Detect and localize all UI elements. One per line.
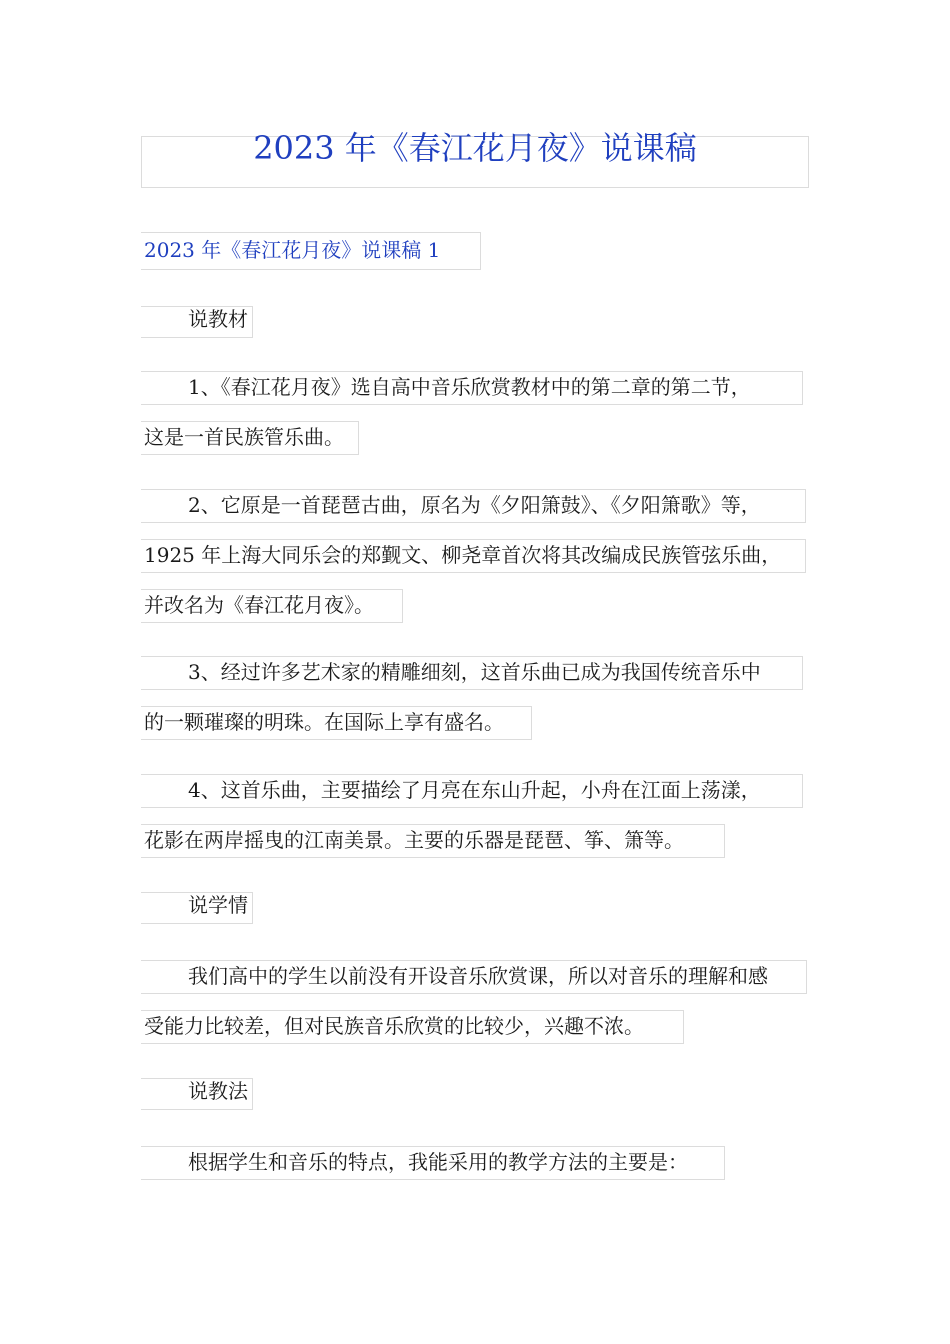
paragraph-line: 这是一首民族管乐曲。 [144,425,344,449]
paragraph-line: 2、它原是一首琵琶古曲，原名为《夕阳箫鼓》、《夕阳箫歌》等， [188,493,761,517]
heading-student-analysis: 说学情 [188,893,248,917]
paragraph-line: 并改名为《春江花月夜》。 [144,593,374,617]
paragraph-line: 1、《春江花月夜》选自高中音乐欣赏教材中的第二章的第二节， [188,375,751,399]
paragraph-line: 花影在两岸摇曳的江南美景。主要的乐器是琵琶、筝、箫等。 [144,828,684,852]
paragraph-line: 3、经过许多艺术家的精雕细刻，这首乐曲已成为我国传统音乐中 [188,660,761,684]
heading-teaching-material: 说教材 [188,307,248,331]
document-title: 2023 年《春江花月夜》说课稿 [253,129,697,167]
paragraph-line: 4、这首乐曲，主要描绘了月亮在东山升起，小舟在江面上荡漾， [188,778,761,802]
paragraph-line: 受能力比较差，但对民族音乐欣赏的比较少，兴趣不浓。 [144,1014,644,1038]
paragraph-line: 1925 年上海大同乐会的郑觐文、柳尧章首次将其改编成民族管弦乐曲， [144,543,782,567]
paragraph-line: 根据学生和音乐的特点，我能采用的教学方法的主要是： [188,1150,688,1174]
paragraph-line: 我们高中的学生以前没有开设音乐欣赏课，所以对音乐的理解和感 [188,964,768,988]
heading-teaching-method: 说教法 [188,1079,248,1103]
paragraph-line: 的一颗璀璨的明珠。在国际上享有盛名。 [144,710,504,734]
section-heading: 2023 年《春江花月夜》说课稿 1 [144,238,441,262]
